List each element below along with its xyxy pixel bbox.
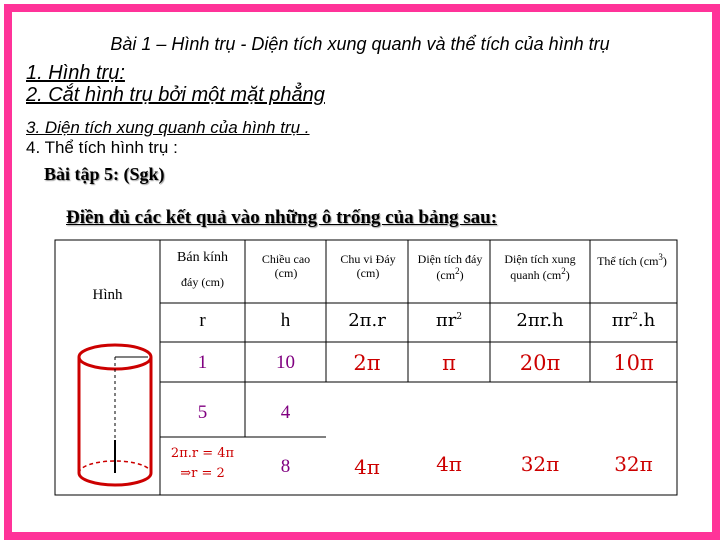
header-chieu-cao: Chiều cao (cm)	[261, 252, 311, 281]
hinh-label: Hình	[92, 287, 123, 303]
cylinder-icon	[70, 335, 160, 495]
formula-chu-vi: 2π.r	[348, 310, 386, 331]
row1-chu-vi: 2π	[353, 351, 381, 375]
exercise-heading: Bài tập 5: (Sgk)	[44, 164, 165, 184]
row3-r-line1: 2π.r = 4π	[170, 446, 235, 461]
header-day-cm: đáy (cm)	[181, 275, 224, 289]
section-2-heading: 2. Cắt hình trụ bởi một mặt phẳng	[26, 84, 325, 106]
row2-r: 5	[197, 402, 208, 423]
row3-h: 8	[280, 456, 291, 477]
formula-h: h	[280, 310, 291, 331]
header-the-tich: Thể tích $(cm^3)$	[597, 252, 667, 268]
row1-the-tich: 10π	[613, 351, 654, 375]
header-dien-tich-day: Diện tích đáy $(cm^2)$	[417, 252, 483, 283]
row1-h: 10	[276, 352, 295, 373]
header-dien-tich-xq: Diện tích xung quanh $(cm^2)$	[504, 252, 576, 283]
row3-dien-tich-day: 4π	[436, 452, 462, 476]
row1-dien-tich-day: π	[442, 351, 456, 375]
formula-dien-tich-day: $\pi r^2$	[435, 310, 463, 331]
row3-r-line2: ⇒r = 2	[180, 466, 225, 481]
formula-sxq: 2πr.h	[516, 310, 564, 331]
instruction-text: Điền đủ các kết quả vào những ô trống của bảng sau:	[66, 207, 498, 228]
formula-r: r	[199, 310, 206, 331]
row1-r: 1	[197, 352, 208, 373]
section-3-heading: 3. Diện tích xung quanh của hình trụ .	[26, 118, 310, 137]
section-4-heading: 4. Thể tích hình trụ :	[26, 138, 178, 157]
slide-title: Bài 1 – Hình trụ - Diện tích xung quanh và thể tích của hình trụ	[110, 34, 610, 54]
row3-chu-vi: 4π	[354, 455, 380, 479]
row2-h: 4	[280, 402, 291, 423]
row3-the-tich: 32π	[614, 452, 653, 476]
section-1-heading: 1. Hình trụ:	[26, 62, 125, 84]
header-ban-kinh: Bán kính	[177, 250, 228, 265]
header-chu-vi: Chu vi Đáy (cm)	[340, 252, 396, 281]
row3-sxq: 32π	[520, 452, 560, 476]
row1-sxq: 20π	[519, 351, 561, 375]
formula-the-tich: $\pi r^2.h$	[611, 310, 656, 331]
